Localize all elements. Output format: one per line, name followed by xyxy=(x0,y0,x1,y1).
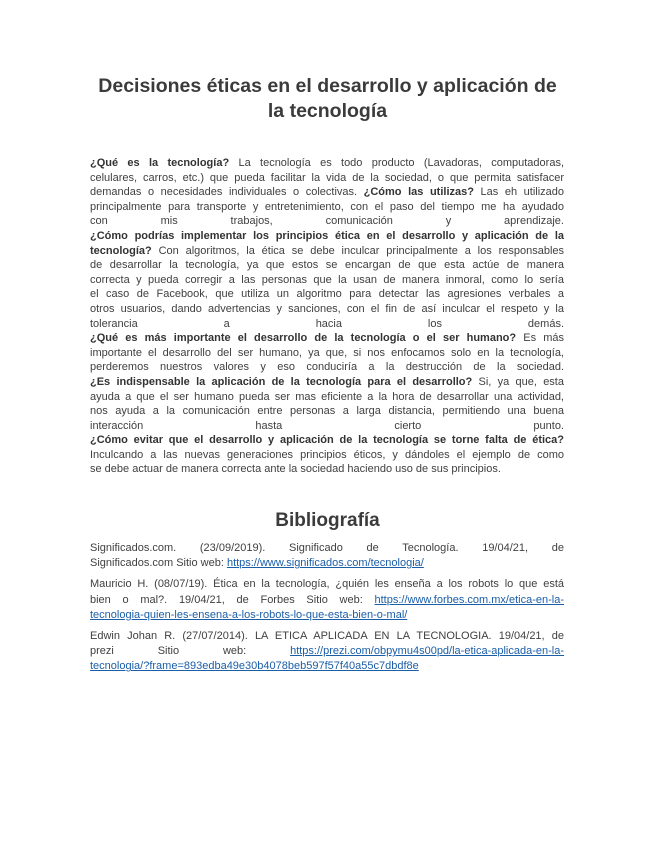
body-line xyxy=(90,156,564,171)
reference-line xyxy=(90,577,564,592)
page-title xyxy=(70,74,585,124)
body-text: importante el desarrollo del ser humano, ya que, si nos enfocamos solo en la tecnología, xyxy=(90,346,564,359)
body-line xyxy=(90,360,564,375)
body-text: celulares, carros, etc.) que pueda facilitar la vida de la sociedad, o que permita satisfacer xyxy=(90,171,564,184)
body-line xyxy=(90,404,564,419)
bibliography-entry xyxy=(90,577,564,623)
reference-text: Edwin Johan R. (27/07/2014). LA ETICA APLICADA EN LA TECNOLOGIA. 19/04/21, de xyxy=(90,629,564,642)
bibliography-list xyxy=(90,541,564,681)
body-line xyxy=(90,317,564,332)
body-line xyxy=(90,229,564,244)
reference-line xyxy=(90,556,564,571)
reference-text: Mauricio H. (08/07/19). Ética en la tecnología, ¿quién les enseña a los robots lo que está xyxy=(90,578,564,591)
reference-text: Significados.com. (23/09/2019). Significado de Tecnología. 19/04/21, de xyxy=(90,542,564,554)
body-line xyxy=(90,214,564,229)
essay-body xyxy=(90,156,564,477)
body-text: ayuda a que el ser humano pueda ser mas eficiente a la hora de desarrollar una actividad, xyxy=(90,390,564,403)
body-line xyxy=(90,462,564,477)
body-line xyxy=(90,200,564,215)
question-heading: ¿Cómo las utilizas? xyxy=(363,186,474,199)
body-line xyxy=(90,419,564,434)
body-text: con mis trabajos, comunicación y aprendizaje. xyxy=(90,215,564,228)
body-text: Si, ya que, esta xyxy=(472,375,564,388)
body-line xyxy=(90,331,564,346)
question-heading: ¿Cómo evitar que el desarrollo y aplicación de la tecnología se torne falta de ética? xyxy=(90,434,564,447)
body-line xyxy=(90,185,564,200)
body-text: tolerancia a hacia los demás. xyxy=(90,317,564,330)
reference-link[interactable]: https://www.forbes.com.mx/etica-en-la- xyxy=(374,593,564,606)
body-text: La tecnología es todo producto (Lavadoras, computadoras, xyxy=(229,157,564,169)
reference-link[interactable]: tecnologia-quien-les-ensena-a-los-robots-lo-que-esta-bien-o-mal/ xyxy=(90,608,408,621)
body-text: de desarrollar la tecnología, ya que estos se encargan de que esta actúe de manera xyxy=(90,259,564,272)
reference-line xyxy=(90,644,564,659)
reference-text: prezi Sitio web: xyxy=(90,645,291,658)
body-line xyxy=(90,375,564,390)
body-line xyxy=(90,171,564,186)
body-text: Inculcando a las nuevas generaciones principios éticos, y dándoles el ejemplo de como xyxy=(90,448,564,461)
body-line xyxy=(90,302,564,317)
body-text: nos ayuda a la comunicación entre personas a larga distancia, permitiendo una buena xyxy=(90,405,564,418)
body-text: otros usuarios, dando advertencias y sanciones, con el fin de así inculcar el respeto y la xyxy=(90,302,564,315)
reference-line xyxy=(90,593,564,608)
title-line-1: Decisiones éticas en el desarrollo y aplicación de xyxy=(98,75,557,97)
reference-line xyxy=(90,608,564,623)
body-text: Es más xyxy=(516,332,564,345)
body-line xyxy=(90,287,564,302)
body-text: se debe actuar de manera correcta ante la sociedad haciendo uso de sus principios. xyxy=(90,463,501,476)
body-text: interacción hasta cierto punto. xyxy=(90,419,564,432)
bibliography-entry xyxy=(90,629,564,675)
question-heading: ¿Qué es la tecnología? xyxy=(90,157,230,169)
body-text: Las eh utilizado xyxy=(473,186,565,199)
body-line xyxy=(90,273,564,288)
body-text: Con algoritmos, la ética se debe inculcar principalmente a los responsables xyxy=(151,244,564,257)
reference-text: bien o mal?. 19/04/21, de Forbes Sitio web: xyxy=(90,593,375,606)
body-text: perderemos nuestros valores y eso conduciría a la destrucción de la sociedad. xyxy=(90,361,564,374)
bibliography-entry xyxy=(90,541,564,571)
reference-link[interactable]: tecnologia/?frame=893edba49e30b4078beb597f57f40a55c7dbdf8e xyxy=(90,660,419,673)
body-line xyxy=(90,346,564,361)
body-line xyxy=(90,433,564,448)
body-text: demandas o necesidades individuales o colectivas. xyxy=(90,186,364,199)
body-line xyxy=(90,390,564,405)
body-line xyxy=(90,448,564,463)
reference-line xyxy=(90,629,564,644)
title-line-2: la tecnología xyxy=(267,100,388,122)
body-text: correcta y pueda corregir a las personas que la usan de manera inmoral, como lo sería xyxy=(90,273,564,286)
question-heading: ¿Es indispensable la aplicación de la tecnología para el desarrollo? xyxy=(90,375,473,388)
body-text: principalmente para transporte y entretenimiento, con el paso del tiempo me ha ayudado xyxy=(90,200,564,213)
body-line xyxy=(90,244,564,259)
question-heading: ¿Qué es más importante el desarrollo de la tecnología o el ser humano? xyxy=(90,332,517,345)
reference-line xyxy=(90,659,564,674)
body-text: el caso de Facebook, que utiliza un algoritmo para detectar las agresiones verbales a xyxy=(90,288,564,301)
question-heading: tecnología? xyxy=(90,244,152,257)
reference-link[interactable]: https://prezi.com/obpymu4s00pd/la-etica-aplicada-en-la- xyxy=(290,645,564,658)
reference-link[interactable]: https://www.significados.com/tecnologia/ xyxy=(226,557,424,570)
bibliography-title: Bibliografía xyxy=(275,510,380,531)
body-line xyxy=(90,258,564,273)
reference-line xyxy=(90,541,564,556)
question-heading: ¿Cómo podrías implementar los principios ética en el desarrollo y aplicación de la xyxy=(90,229,564,242)
reference-text: Significados.com Sitio web: xyxy=(90,557,227,570)
